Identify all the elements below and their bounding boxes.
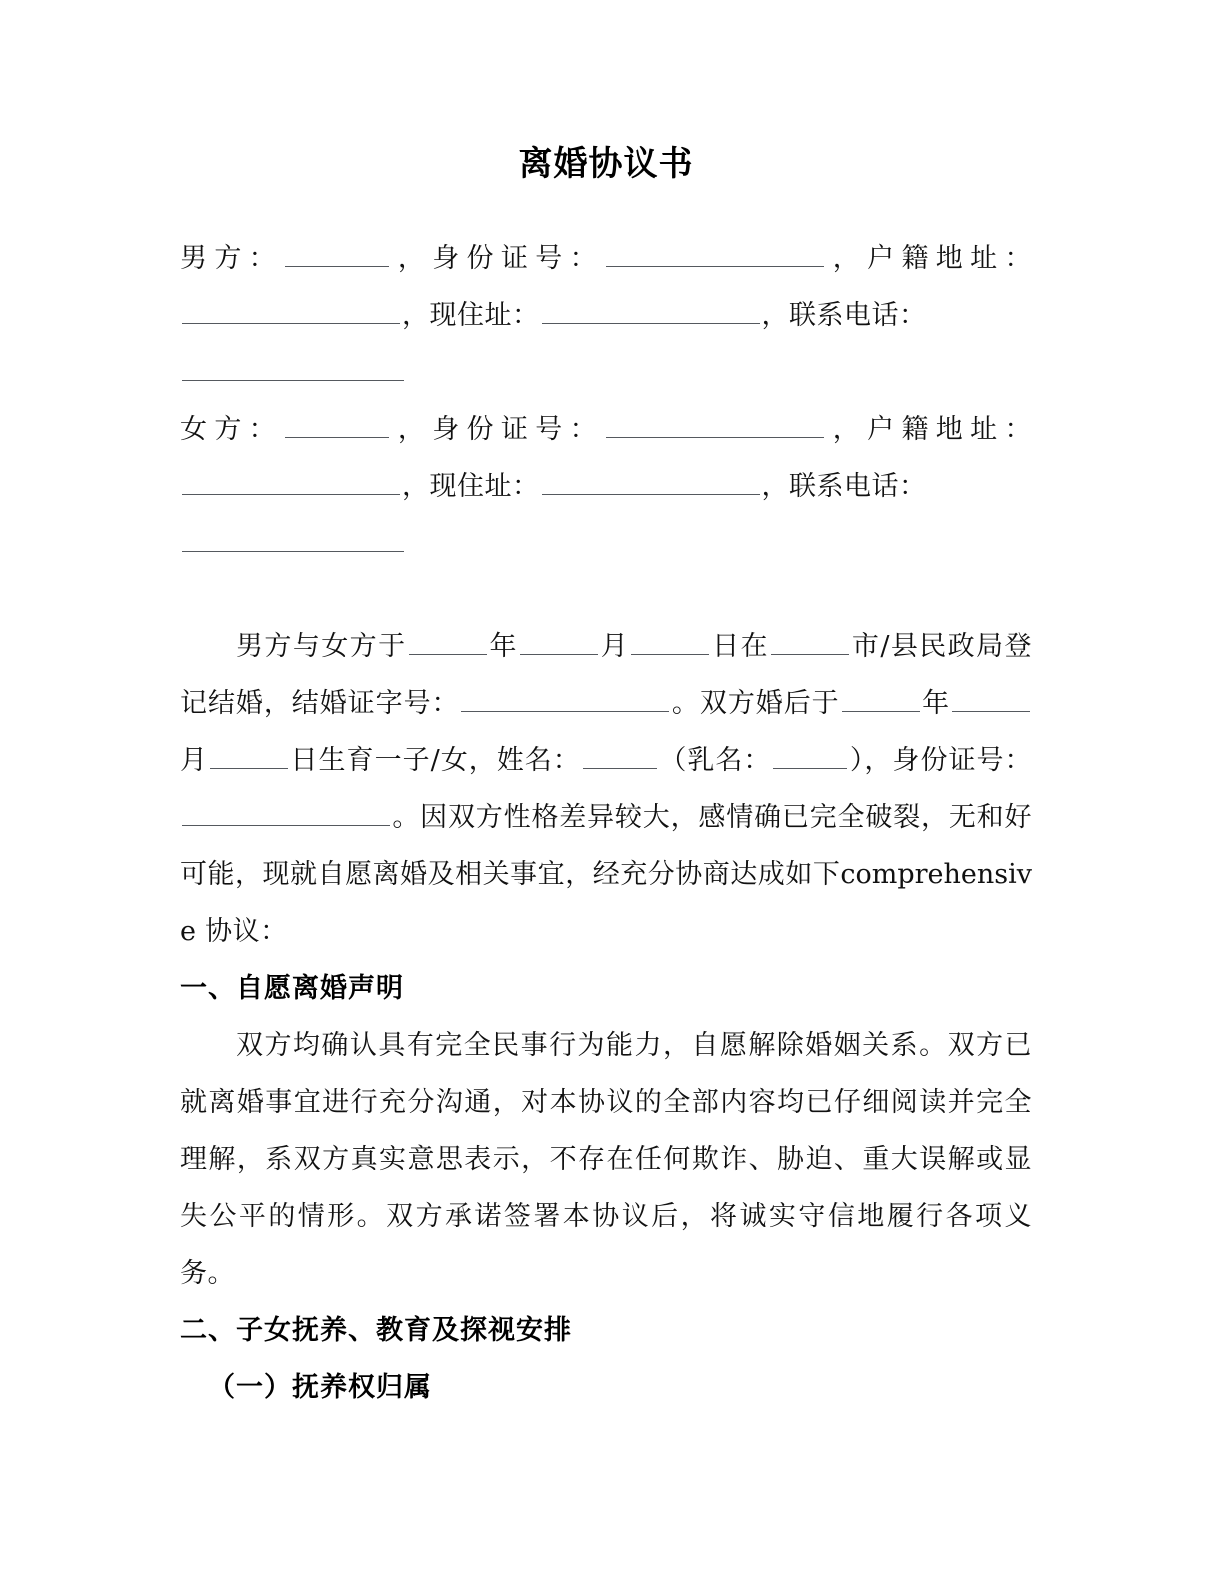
bg-seg9: 日生育一子/女，姓名： bbox=[290, 745, 581, 776]
marriage-city-blank[interactable] bbox=[771, 628, 849, 655]
marriage-background-paragraph bbox=[180, 618, 1032, 960]
husband-phone-label: ，联系电话： bbox=[761, 300, 927, 331]
wife-phone-row bbox=[180, 515, 1032, 572]
bg-latin-word: comprehensive bbox=[180, 859, 1032, 947]
bg-seg4: 日在 bbox=[711, 631, 769, 662]
husband-id-label: ，身份证号： bbox=[391, 243, 604, 274]
page-title: 离婚协议书 bbox=[518, 144, 694, 184]
child-birth-month-blank[interactable] bbox=[952, 685, 1030, 712]
husband-household-label: ，户籍地址： bbox=[825, 243, 1032, 274]
wife-info-paragraph bbox=[180, 401, 1032, 515]
document-content bbox=[180, 0, 1032, 1416]
child-birth-day-blank[interactable] bbox=[210, 742, 288, 769]
bg-seg10: （乳名： bbox=[658, 745, 772, 776]
child-nickname-blank[interactable] bbox=[773, 742, 847, 769]
wife-household-blank[interactable] bbox=[182, 468, 400, 495]
section-body-1: 双方均确认具有完全民事行为能力，自愿解除婚姻关系。双方已就离婚事宜进行充分沟通，对本协议的全部内容均已仔细阅读并完全理解，系双方真实意思表示，不存在任何欺诈、胁迫、重大误解或显失公平的情形。双方承诺签署本协议后，将诚实守信地履行各项义务。 bbox=[180, 1030, 1032, 1289]
bg-seg11: ），身份证号： bbox=[849, 745, 1032, 776]
bg-seg7: 年 bbox=[921, 688, 951, 719]
wife-current-address-blank[interactable] bbox=[542, 468, 760, 495]
wife-name-blank[interactable] bbox=[285, 411, 389, 438]
wife-household-label: ，户籍地址： bbox=[825, 414, 1032, 445]
bg-seg5: 市/县民政局登记结婚，结婚证字号： bbox=[180, 631, 1033, 719]
bg-seg13: 协议： bbox=[205, 916, 288, 947]
marriage-year-blank[interactable] bbox=[409, 628, 487, 655]
marriage-month-blank[interactable] bbox=[520, 628, 598, 655]
section-subheading-2-1: （一）抚养权归属 bbox=[208, 1372, 432, 1403]
child-birth-year-blank[interactable] bbox=[842, 685, 920, 712]
party-wife-block bbox=[180, 401, 1032, 572]
bg-seg6: 。双方婚后于 bbox=[671, 688, 840, 719]
husband-current-address-label: ，现住址： bbox=[402, 300, 540, 331]
bg-seg12: 。因双方性格差异较大，感情确已完全破裂，无和好可能，现就自愿离婚及相关事宜，经充分协商达成如下 bbox=[180, 802, 1032, 890]
wife-id-label: ，身份证号： bbox=[391, 414, 604, 445]
husband-phone-blank[interactable] bbox=[182, 354, 404, 381]
child-name-blank[interactable] bbox=[583, 742, 657, 769]
wife-id-blank[interactable] bbox=[606, 411, 824, 438]
child-id-blank[interactable] bbox=[182, 799, 390, 826]
party-husband-block bbox=[180, 230, 1032, 401]
marriage-day-blank[interactable] bbox=[631, 628, 709, 655]
husband-household-blank[interactable] bbox=[182, 297, 400, 324]
section-spacer bbox=[180, 572, 1032, 618]
section-heading-1: 一、自愿离婚声明 bbox=[180, 973, 404, 1004]
bg-seg3: 月 bbox=[599, 631, 630, 662]
husband-current-address-blank[interactable] bbox=[542, 297, 760, 324]
marriage-certificate-blank[interactable] bbox=[461, 685, 669, 712]
bg-seg2: 年 bbox=[488, 631, 518, 662]
husband-label: 男方： bbox=[180, 243, 284, 274]
bg-seg8: 月 bbox=[180, 745, 209, 776]
wife-current-address-label: ，现住址： bbox=[402, 471, 540, 502]
husband-phone-row bbox=[180, 344, 1032, 401]
husband-info-paragraph bbox=[180, 230, 1032, 344]
husband-id-blank[interactable] bbox=[606, 240, 824, 267]
bg-seg1: 男方与女方于 bbox=[236, 631, 407, 662]
section-heading-2: 二、子女抚养、教育及探视安排 bbox=[180, 1315, 572, 1346]
wife-phone-blank[interactable] bbox=[182, 525, 404, 552]
wife-phone-label: ，联系电话： bbox=[761, 471, 927, 502]
wife-label: 女方： bbox=[180, 414, 284, 445]
husband-name-blank[interactable] bbox=[285, 240, 389, 267]
